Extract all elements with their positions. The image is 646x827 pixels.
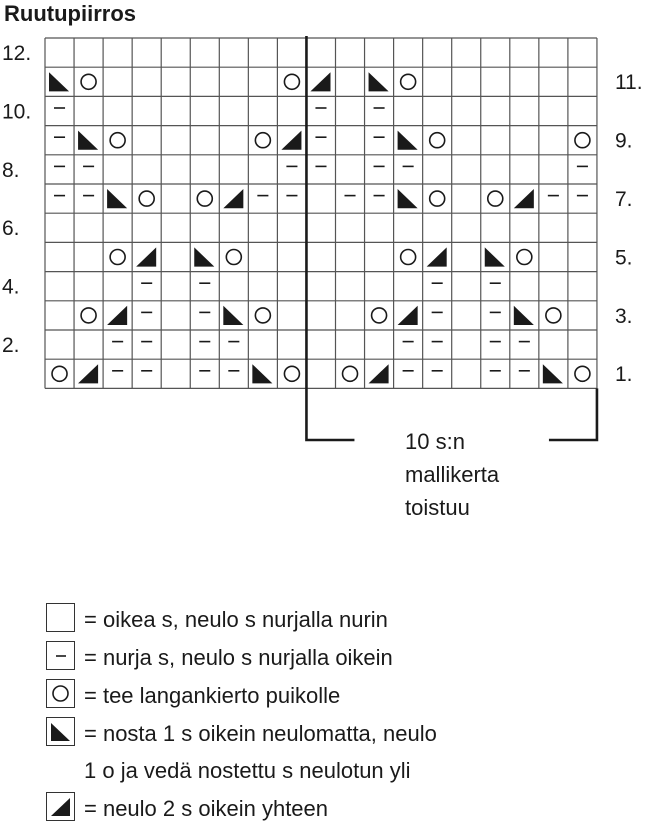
yarn-over-stitch <box>255 133 270 148</box>
ssk-stitch <box>49 72 69 91</box>
ssk-stitch <box>194 247 214 266</box>
k2tog-stitch <box>223 189 243 208</box>
yarn-over-stitch <box>401 250 416 265</box>
yarn-over-stitch <box>488 191 503 206</box>
k2tog-stitch <box>136 247 156 266</box>
row-label-right: 5. <box>614 246 633 270</box>
yarn-over-stitch <box>517 250 532 265</box>
legend-text: = nurja s, neulo s nurjalla oikein <box>84 645 393 670</box>
k2tog-stitch <box>369 364 389 383</box>
right-triangle-icon <box>46 792 75 821</box>
yarn-over-stitch <box>110 133 125 148</box>
ssk-stitch <box>485 247 505 266</box>
ssk-stitch <box>398 131 418 150</box>
ssk-stitch <box>543 364 563 383</box>
yarn-over-stitch <box>284 366 299 381</box>
row-label-left: 6. <box>2 217 20 241</box>
row-label-left: 8. <box>2 158 20 182</box>
row-label-right: 11. <box>614 71 643 95</box>
row-label-right: 7. <box>614 188 633 211</box>
yarn-over-stitch <box>546 308 561 323</box>
yarn-over-stitch <box>343 366 358 381</box>
yarn-over-stitch <box>430 133 445 148</box>
circle-icon <box>46 679 75 708</box>
ssk-stitch <box>107 189 127 208</box>
ssk-stitch <box>369 72 389 91</box>
row-label-right: 3. <box>614 304 633 328</box>
k2tog-stitch <box>398 306 418 325</box>
ssk-stitch <box>398 189 418 208</box>
k2tog-stitch <box>514 189 534 208</box>
empty-box-icon <box>46 603 75 632</box>
ssk-stitch <box>78 131 98 150</box>
yarn-over-stitch <box>139 191 154 206</box>
yarn-over-stitch <box>372 308 387 323</box>
ssk-stitch <box>223 306 243 325</box>
legend-text: = tee langankierto puikolle <box>84 683 341 708</box>
k2tog-stitch <box>107 306 127 325</box>
chart-title: Ruutupiirros <box>4 1 136 26</box>
row-label-left: 12. <box>2 42 32 65</box>
yarn-over-stitch <box>284 74 299 89</box>
row-label-left: 4. <box>2 275 20 299</box>
repeat-note <box>405 425 499 524</box>
row-label-right: 9. <box>614 129 633 153</box>
yarn-over-stitch <box>81 308 96 323</box>
dash-icon <box>46 641 75 670</box>
row-label-right: 1. <box>614 363 633 387</box>
yarn-over-stitch <box>401 74 416 89</box>
legend-text: = neulo 2 s oikein yhteen <box>84 796 329 821</box>
yarn-over-stitch <box>575 366 590 381</box>
repeat-note-line-3: toistuu <box>405 495 470 520</box>
left-triangle-icon <box>46 717 75 746</box>
k2tog-stitch <box>78 364 98 383</box>
yarn-over-stitch <box>197 191 212 206</box>
repeat-note-line-2: mallikerta <box>405 462 500 487</box>
row-label-left: 10. <box>2 100 32 124</box>
legend-text: = nosta 1 s oikein neulomatta, neulo <box>84 721 437 746</box>
yarn-over-stitch <box>255 308 270 323</box>
yarn-over-stitch <box>430 191 445 206</box>
legend-text: = oikea s, neulo s nurjalla nurin <box>84 607 388 632</box>
yarn-over-stitch <box>226 250 241 265</box>
k2tog-stitch <box>281 131 301 150</box>
ssk-stitch <box>514 306 534 325</box>
repeat-note-line-1: 10 s:n <box>405 429 465 454</box>
yarn-over-stitch <box>81 74 96 89</box>
yarn-over-stitch <box>110 250 125 265</box>
row-label-left: 2. <box>2 334 20 357</box>
ssk-stitch <box>252 364 272 383</box>
k2tog-stitch <box>427 247 447 266</box>
k2tog-stitch <box>310 72 330 91</box>
legend-text-cont: 1 o ja vedä nostettu s neulotun yli <box>84 758 411 783</box>
yarn-over-stitch <box>52 366 67 381</box>
yarn-over-stitch <box>575 133 590 148</box>
